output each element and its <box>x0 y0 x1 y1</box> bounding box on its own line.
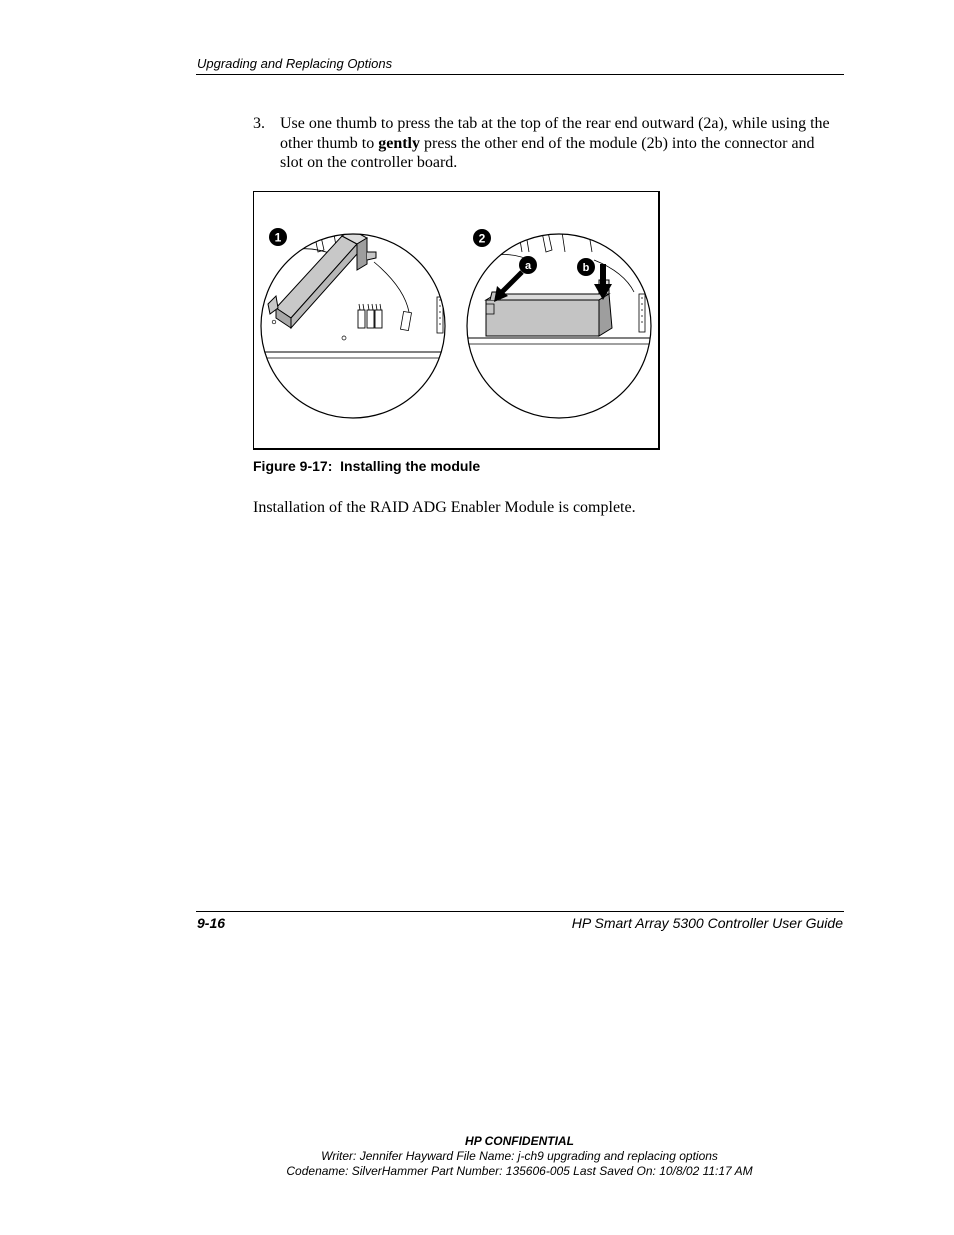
step-bold-word: gently <box>378 134 420 152</box>
callout-1-label: 1 <box>274 230 282 245</box>
callout-a-label: a <box>524 260 532 272</box>
header-rule <box>196 74 844 75</box>
right-side-connector <box>639 294 645 332</box>
footer-rule <box>196 911 844 912</box>
page-number: 9-16 <box>197 915 226 931</box>
jumper-pins <box>358 304 382 328</box>
instruction-step <box>253 114 833 173</box>
confidential-title: HP CONFIDENTIAL <box>465 1134 574 1148</box>
figure-illustration <box>254 192 659 449</box>
callout-2-label: 2 <box>478 231 486 246</box>
right-board-view <box>454 232 659 344</box>
step-number: 3. <box>253 115 265 132</box>
left-board-view <box>254 230 454 358</box>
step-one-detail <box>254 228 454 418</box>
callout-b-label: b <box>582 262 590 274</box>
confidential-writer-line: Writer: Jennifer Hayward File Name: j-ch9 upgrading and replacing options <box>321 1149 718 1163</box>
step-text <box>280 114 833 173</box>
step-text-after: press the other end of the module (2b) into the connector and slot on the controller board. <box>280 134 815 171</box>
step-two-detail <box>454 229 659 418</box>
guide-title: HP Smart Array 5300 Controller User Guide <box>571 915 843 931</box>
running-header: Upgrading and Replacing Options <box>197 56 393 71</box>
confidential-codename-line: Codename: SilverHammer Part Number: 135606-005 Last Saved On: 10/8/02 11:17 AM <box>286 1164 753 1178</box>
figure-caption: Figure 9-17: Installing the module <box>253 458 481 474</box>
completion-note: Installation of the RAID ADG Enabler Module is complete. <box>253 499 636 516</box>
confidential-block <box>0 1134 954 1179</box>
step-text-before: Use one thumb to press the tab at the top of the rear end outward (2a), while using the other thumb to <box>280 115 830 152</box>
module-installation-figure <box>253 191 660 450</box>
